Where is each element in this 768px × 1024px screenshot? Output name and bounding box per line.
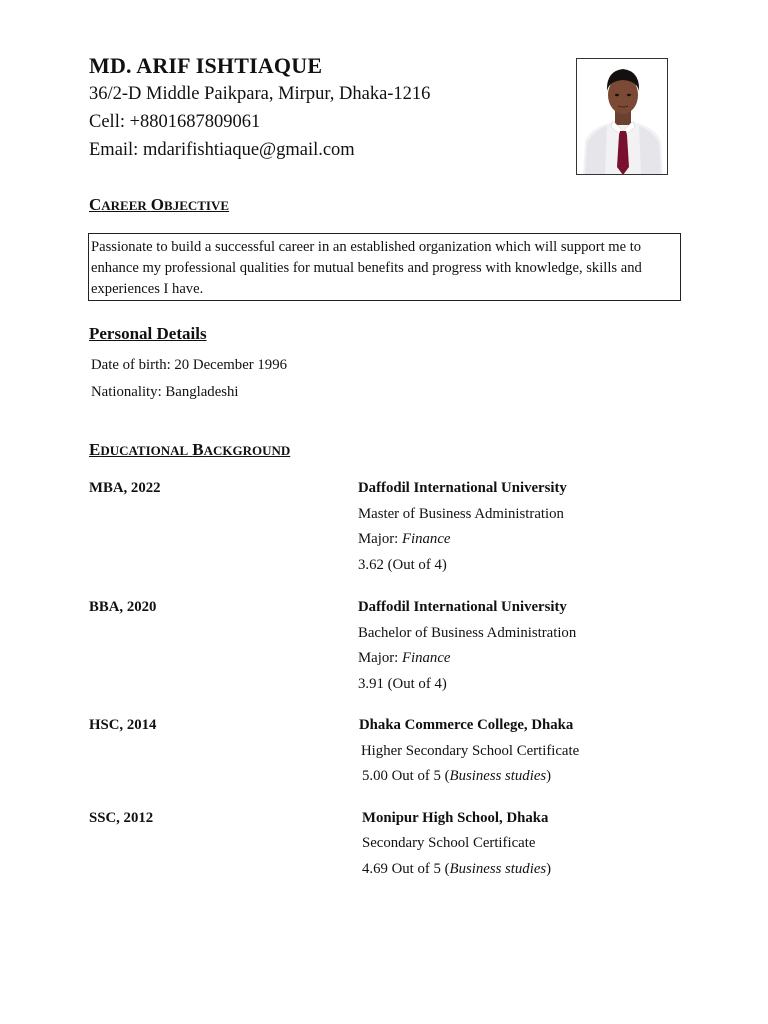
- major-label: Major:: [358, 531, 402, 547]
- nationality: Nationality: Bangladeshi: [91, 384, 239, 400]
- email-line: Email: mdarifishtiaque@gmail.com: [89, 140, 355, 160]
- result-group: Business studies: [449, 768, 547, 784]
- result-suffix: ): [546, 861, 552, 877]
- career-objective-heading: [89, 195, 229, 215]
- heading-rest: DUCATIONAL: [100, 443, 189, 458]
- major-label: Major:: [358, 650, 402, 666]
- education-degree: MBA, 2022: [89, 480, 161, 496]
- education-program: Secondary School Certificate: [362, 835, 536, 851]
- profile-photo: [576, 58, 668, 175]
- heading-rest: BJECTIVE: [164, 198, 230, 213]
- education-major: [358, 531, 450, 548]
- education-result: 3.62 (Out of 4): [358, 557, 447, 573]
- cell-line: Cell: +8801687809061: [89, 112, 261, 132]
- education-institution: Monipur High School, Dhaka: [362, 810, 549, 826]
- candidate-name: MD. ARIF ISHTIAQUE: [89, 53, 323, 78]
- result-prefix: 5.00 Out of 5 (: [362, 768, 450, 784]
- heading-initial: C: [89, 195, 102, 214]
- education-result: [362, 768, 551, 785]
- education-program: Higher Secondary School Certificate: [361, 743, 580, 759]
- education-degree: SSC, 2012: [89, 810, 154, 826]
- result-suffix: ): [546, 768, 552, 784]
- heading-rest: AREER: [101, 198, 147, 213]
- education-program: Master of Business Administration: [358, 506, 564, 522]
- education-institution: Daffodil International University: [358, 599, 567, 615]
- major-value: Finance: [401, 650, 451, 666]
- heading-initial: B: [192, 440, 204, 459]
- education-major: [358, 650, 450, 667]
- education-degree: HSC, 2014: [89, 717, 157, 733]
- date-of-birth: Date of birth: 20 December 1996: [91, 357, 287, 373]
- personal-details-heading: Personal Details: [89, 324, 207, 343]
- heading-initial: O: [150, 195, 165, 214]
- address-line: 36/2-D Middle Paikpara, Mirpur, Dhaka-1216: [89, 84, 431, 104]
- person-portrait-icon: [577, 59, 668, 175]
- education-program: Bachelor of Business Administration: [358, 625, 577, 641]
- heading-rest: ACKGROUND: [203, 443, 291, 458]
- career-objective-text: Passionate to build a successful career in an established organization which will support me to enhance my professional qualities for mutual benefits and progress with knowledge, skills and experiences I have.: [91, 239, 642, 297]
- heading-initial: E: [89, 440, 101, 459]
- career-objective-box: [88, 233, 681, 301]
- educational-background-heading: [89, 440, 290, 460]
- result-prefix: 4.69 Out of 5 (: [362, 861, 450, 877]
- education-result: 3.91 (Out of 4): [358, 676, 447, 692]
- major-value: Finance: [401, 531, 451, 547]
- education-institution: Daffodil International University: [358, 480, 567, 496]
- education-result: [362, 861, 551, 878]
- education-degree: BBA, 2020: [89, 599, 157, 615]
- result-group: Business studies: [449, 861, 547, 877]
- education-institution: Dhaka Commerce College, Dhaka: [359, 717, 574, 733]
